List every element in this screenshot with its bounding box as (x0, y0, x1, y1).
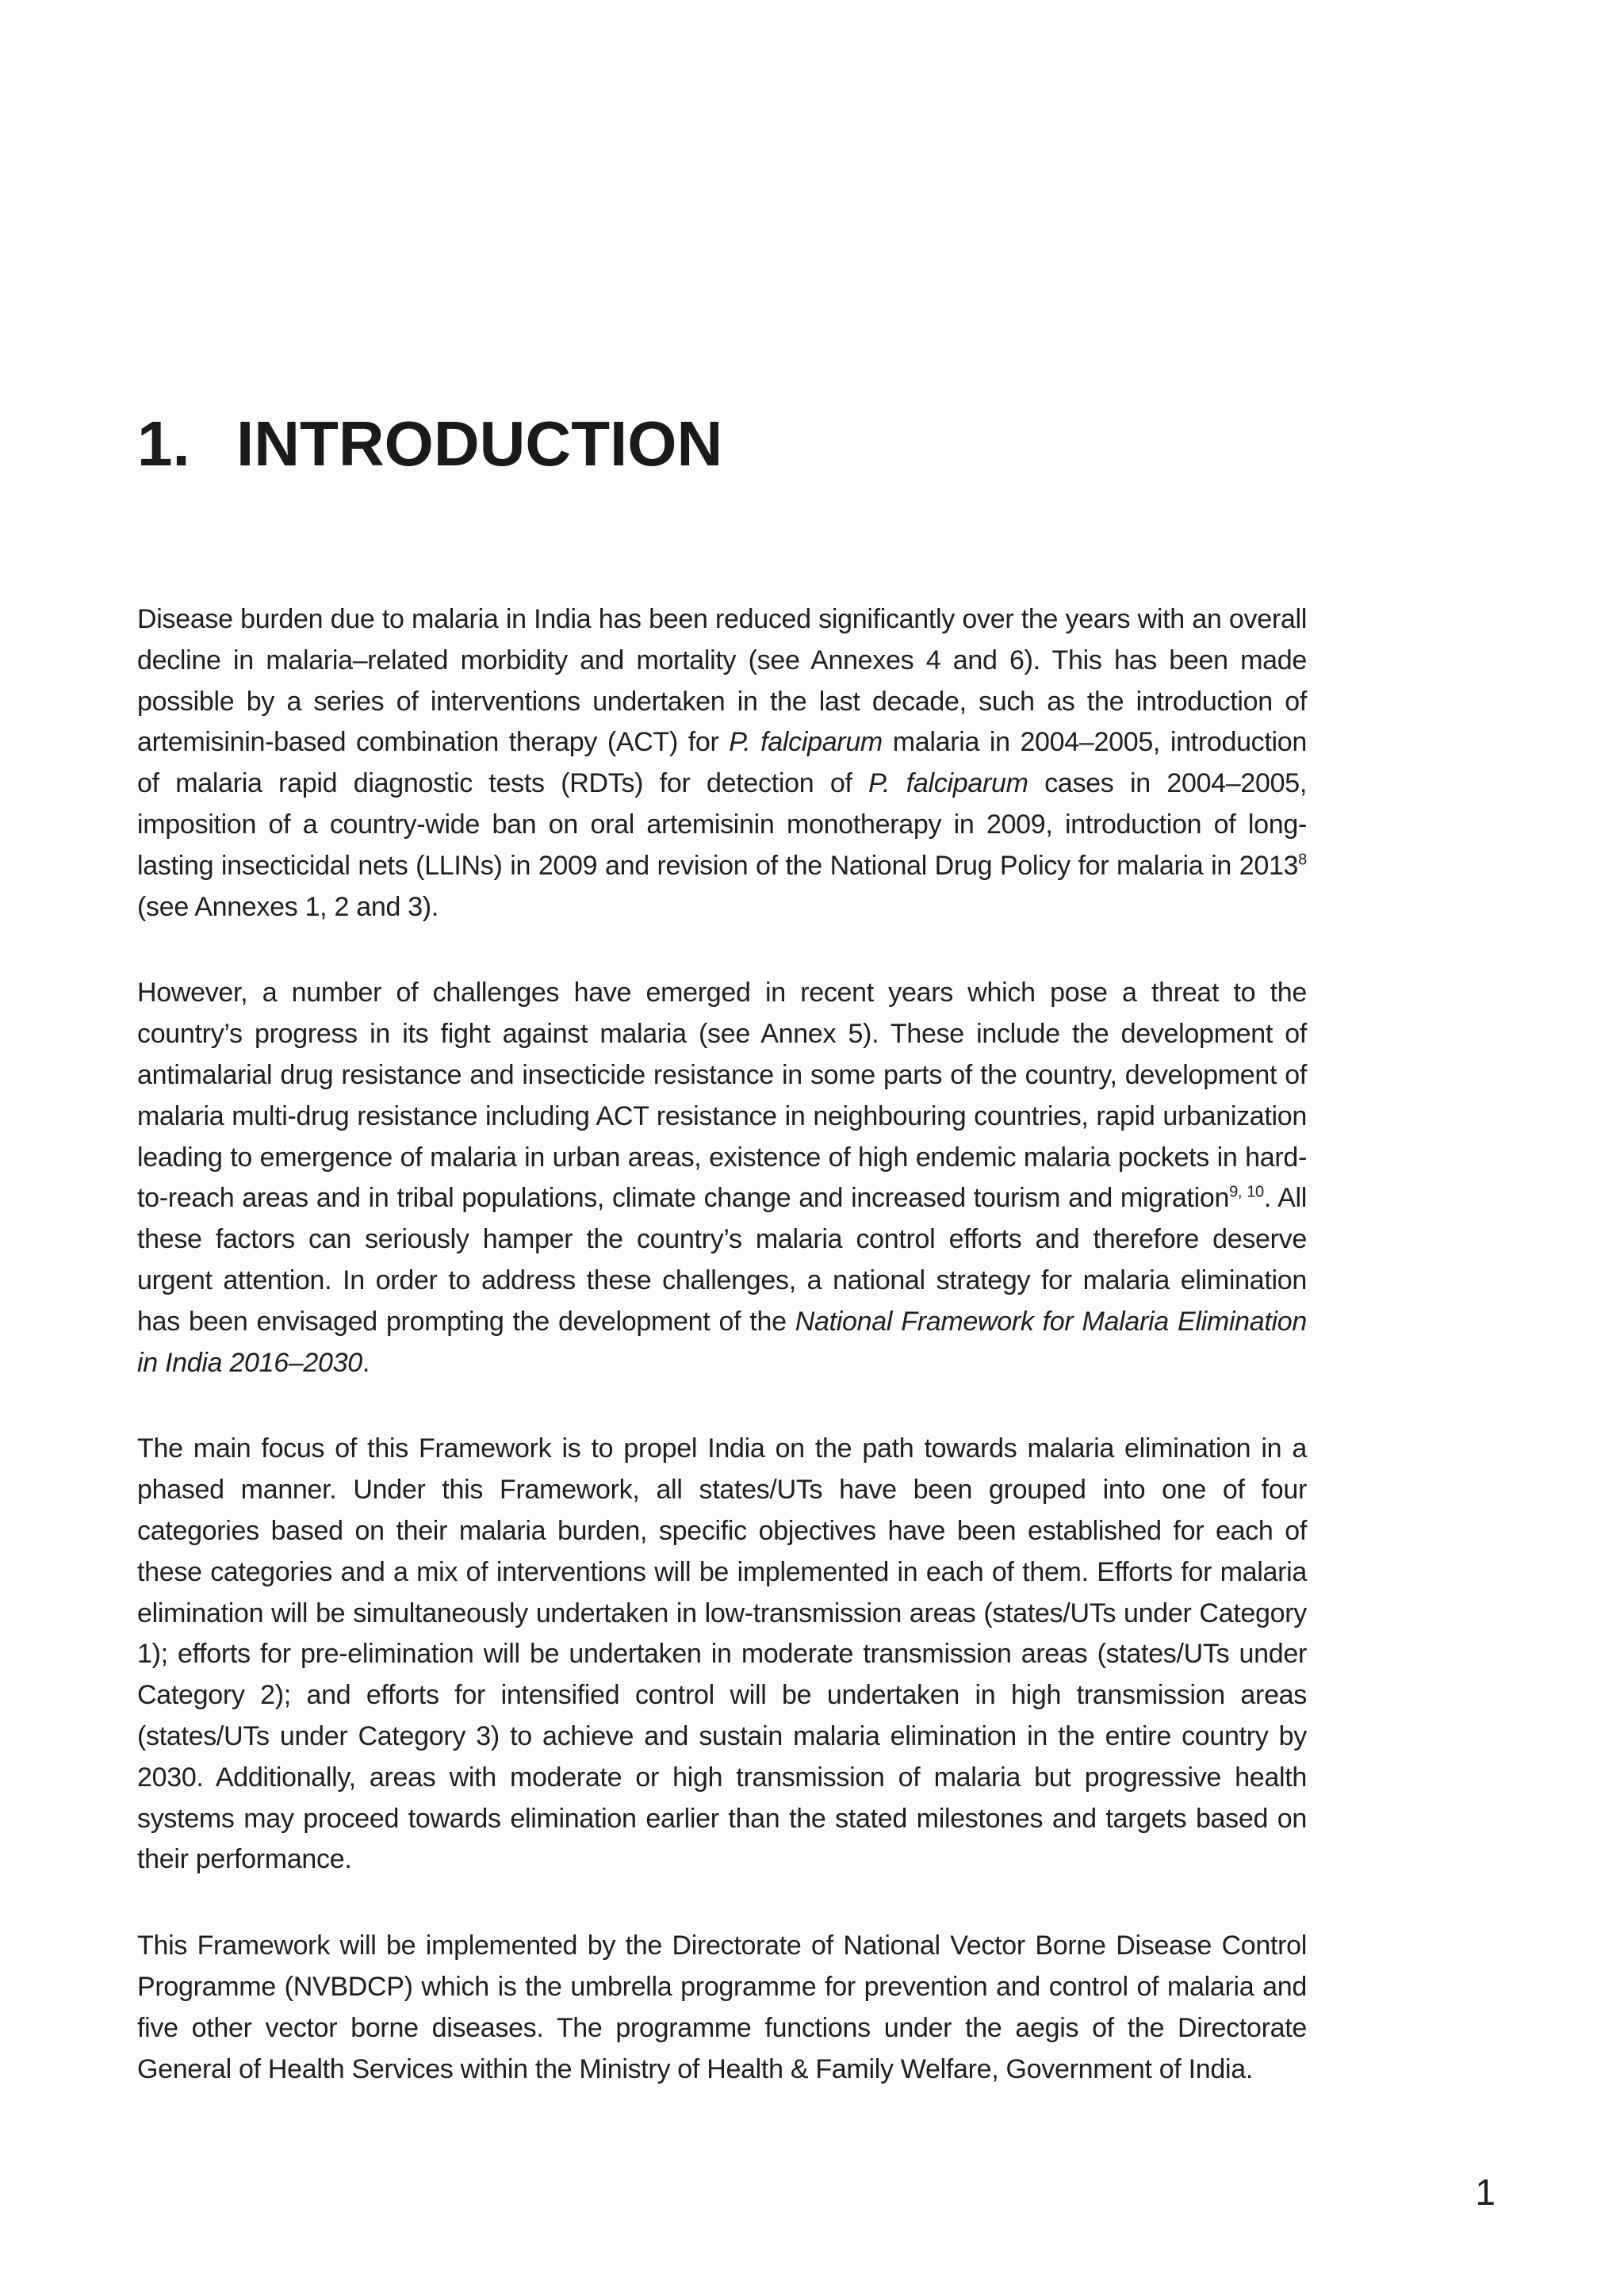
section-number: 1. (137, 408, 190, 479)
paragraph-disease-burden (137, 599, 1307, 928)
paragraph-implementation: This Framework will be implemented by the Directorate of National Vector Borne Disease Control Programme (NVBDCP) which is the umbrella programme for prevention and control of malaria and five other vector borne diseases. The programme functions under the aegis of the Directorate General of Health Services within the Ministry of Health & Family Welfare, Government of India. (137, 1931, 1307, 2084)
text-run: Disease burden due to malaria in India has been reduced significantly over the years with an overall decline in malaria–related morbidity and mortality (see Annexes 4 and 6). This has been made possible by a series of interventions undertaken in the last decade, such as the introduction of artemisinin-based combination therapy (ACT) for (137, 604, 1307, 758)
paragraph-framework-focus: The main focus of this Framework is to propel India on the path towards malaria elimination in a phased manner. Under this Framework, all states/UTs have been grouped into one of four categories based on their malaria burden, specific objectives have been established for each of these categories and a mix of interventions will be implemented in each of them. Efforts for malaria elimination will be simultaneously undertaken in low-transmission areas (states/UTs under Category 1); efforts for pre-elimination will be undertaken in moderate transmission areas (states/UTs under Category 2); and efforts for intensified control will be undertaken in high transmission areas (states/UTs under Category 3) to achieve and sustain malaria elimination in the entire country by 2030. Additionally, areas with moderate or high transmission of malaria but progressive health systems may proceed towards elimination earlier than the stated milestones and targets based on their performance. (137, 1433, 1307, 1875)
footnote-reference: 8 (1298, 851, 1307, 869)
text-run: . All these factors can seriously hamper the country’s malaria control efforts and therefore deserve urgent attention. In order to address these challenges, a national strategy for malaria elimination has been envisaged prompting the development of the (137, 1183, 1307, 1337)
italic-species-name: P. falciparum (729, 727, 883, 758)
footnote-reference: 9, 10 (1229, 1184, 1264, 1202)
section-title: INTRODUCTION (236, 408, 723, 479)
text-run: cases in 2004–2005, imposition of a country-wide ban on oral artemisinin monotherapy in 2009, introduction of long-lasting insecticidal nets (LLINs) in 2009 and revision of the National Drug Policy for malaria in 2013 (137, 768, 1307, 881)
text-run: malaria in 2004–2005, introduction of malaria rapid diagnostic tests (RDTs) for detection of (137, 727, 1307, 799)
italic-species-name: P. falciparum (868, 768, 1028, 799)
section-heading (137, 403, 722, 485)
page-number: 1 (1475, 2172, 1496, 2213)
text-run: . (362, 1347, 370, 1378)
body-text (137, 599, 1307, 2090)
text-run: (see Annexes 1, 2 and 3). (137, 891, 439, 922)
text-run: However, a number of challenges have emerged in recent years which pose a threat to the country’s progress in its fight against malaria (see Annex 5). These include the development of antimalarial drug resistance and insecticide resistance in some parts of the country, development of malaria multi-drug resistance including ACT resistance in neighbouring countries, rapid urbanization leading to emergence of malaria in urban areas, existence of high endemic malaria pockets in hard-to-reach areas and in tribal populations, climate change and increased tourism and migration (137, 978, 1307, 1214)
paragraph-challenges (137, 973, 1307, 1383)
italic-framework-title: National Framework for Malaria Elimination in India 2016–2030 (137, 1306, 1307, 1378)
